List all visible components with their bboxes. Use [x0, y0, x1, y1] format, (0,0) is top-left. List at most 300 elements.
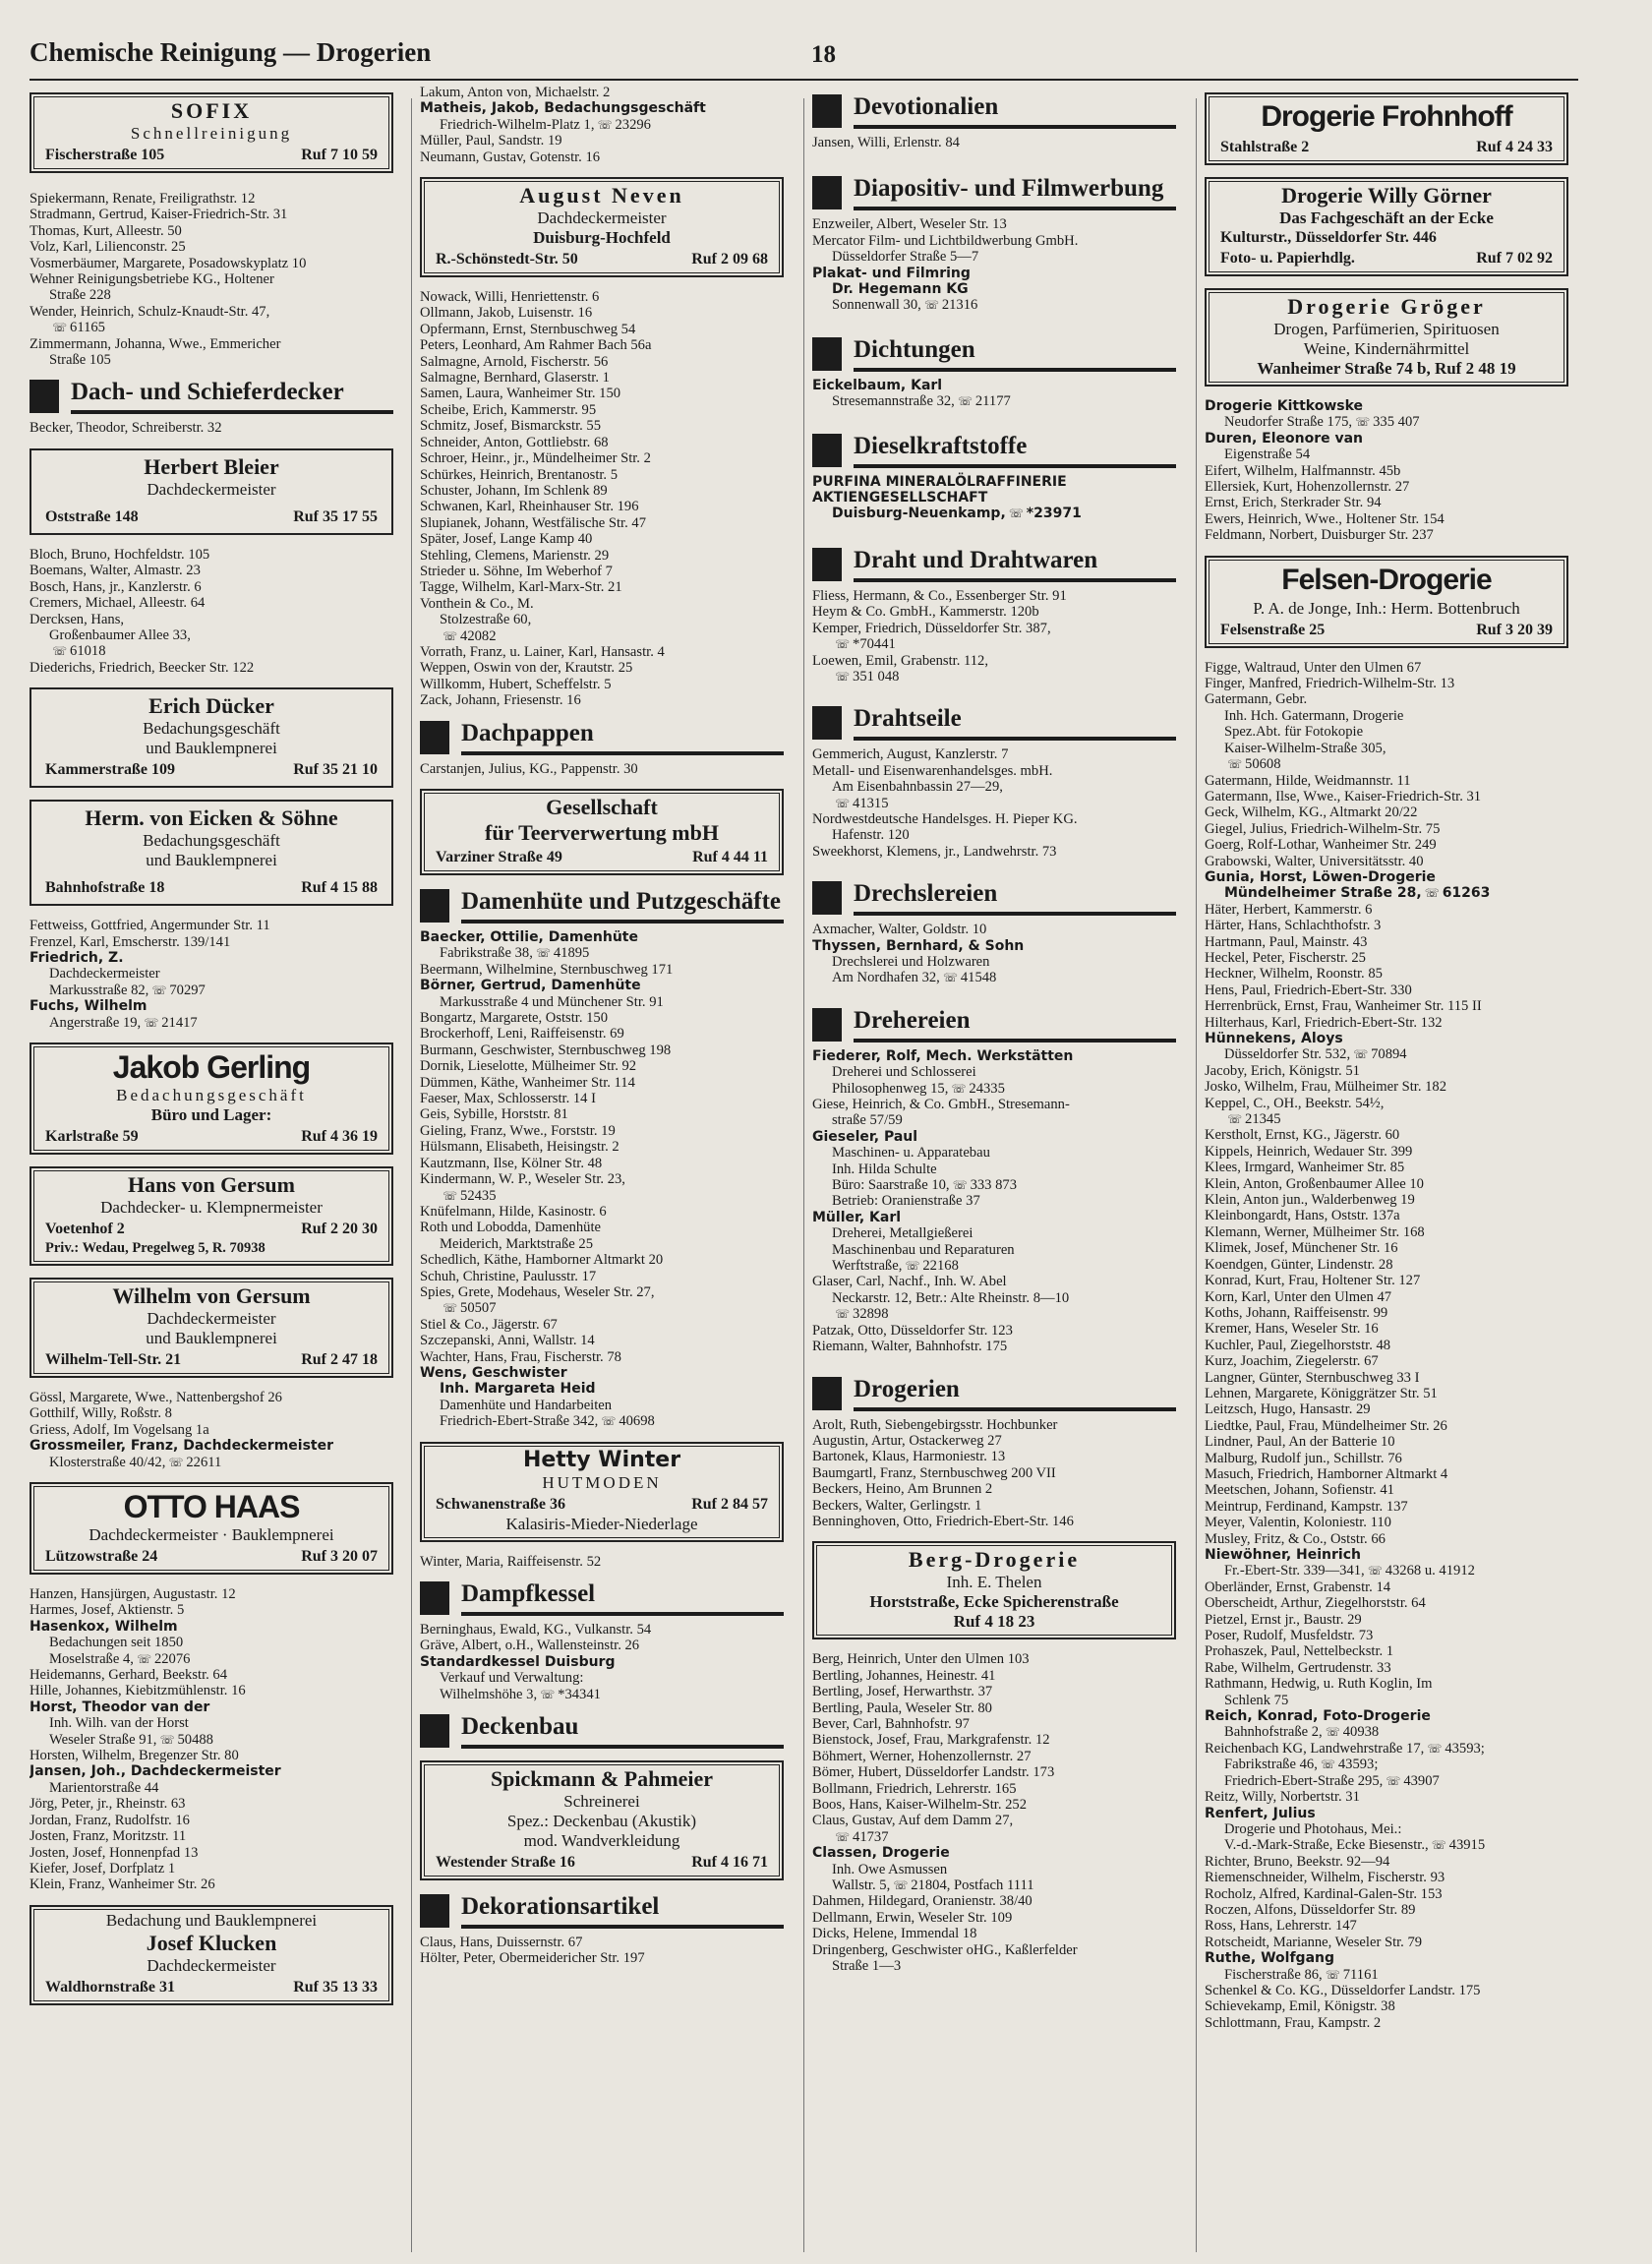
listing-text: Bahnhofstraße 2,: [1224, 1724, 1323, 1741]
listing-line: Slupianek, Johann, Westfälische Str. 47: [420, 514, 647, 531]
listing-line: Claus, Hans, Duissernstr. 67: [420, 1935, 583, 1951]
listing-line: Hölter, Peter, Obermeidericher Str. 197: [420, 1950, 645, 1967]
listing-line: Spies, Grete, Modehaus, Weseler Str. 27,: [420, 1283, 655, 1300]
listing-line: Stradmann, Gertrud, Kaiser-Friedrich-Str. 31: [30, 207, 288, 223]
listing-group: [812, 1417, 1176, 1530]
listing-line: Hanzen, Hansjürgen, Augustastr. 12: [30, 1586, 236, 1602]
ad-name: OTTO HAAS: [123, 1489, 300, 1524]
ad-phone: Ruf 4 24 33: [1476, 139, 1553, 155]
listing-line: Beermann, Wilhelmine, Sternbuschweg 171: [420, 961, 674, 978]
ad-subtitle: mod. Wandverkleidung: [523, 1831, 680, 1851]
ad-wilhelm-gersum: [30, 1278, 393, 1378]
listing-line: Gössl, Margarete, Wwe., Nattenbergshof 26: [30, 1389, 282, 1405]
listing-line: Klein, Anton jun., Walderbenweg 19: [1205, 1192, 1415, 1209]
listing-line: Schenkel & Co. KG., Düsseldorfer Landstr. 175: [1205, 1982, 1481, 1998]
listing-bold: Matheis, Jakob, Bedachungsgeschäft: [420, 100, 706, 117]
listing-line: [1205, 1724, 1568, 1740]
listing-line: ☏ *70441: [835, 636, 896, 653]
listing-line: Boos, Hans, Kaiser-Wilhelm-Str. 252: [812, 1797, 1028, 1813]
listing-line: ☏ 32898: [835, 1306, 889, 1323]
listing-line: Schürkes, Heinrich, Brentanostr. 5: [420, 466, 619, 483]
listing-line: Berg, Heinrich, Unter den Ulmen 103: [812, 1651, 1030, 1668]
listing-line: Salmagne, Bernhard, Glaserstr. 1: [420, 370, 610, 387]
phone-icon: ☏: [1325, 1725, 1340, 1740]
listing-phone: 21316: [941, 297, 978, 314]
phone-icon: ☏: [835, 637, 851, 652]
listing-phone: 43907: [1403, 1772, 1440, 1789]
listing-line: Ernst, Erich, Sterkrader Str. 94: [1205, 495, 1382, 511]
phone-icon: ☏: [136, 1651, 151, 1666]
listing-phone: 23296: [615, 116, 651, 133]
listing-line: Horsten, Wilhelm, Bregenzer Str. 80: [30, 1748, 239, 1764]
section-heading: [812, 174, 1176, 210]
listing-line: Kerstholt, Ernst, KG., Jägerstr. 60: [1205, 1127, 1400, 1144]
listing-group: [1205, 1063, 1568, 1547]
ad-phone: Ruf 3 20 39: [1476, 621, 1553, 638]
listing-line: Konrad, Kurt, Frau, Holtener Str. 127: [1205, 1273, 1421, 1289]
listing-line: Lakum, Anton von, Michaelstr. 2: [420, 85, 611, 100]
listing-line: Rathmann, Hedwig, u. Ruth Koglin, Im: [1205, 1676, 1433, 1693]
ad-name: August Neven: [519, 183, 684, 209]
ad-name: Spickmann & Pahmeier: [490, 1766, 714, 1792]
listing-line: [812, 297, 1176, 313]
phone-icon: ☏: [151, 983, 167, 997]
listing-line: Riemann, Walter, Bahnhofstr. 175: [812, 1339, 1008, 1355]
listing-phone: 70297: [169, 982, 206, 998]
listing-line: [1205, 1967, 1568, 1983]
listing-line: Dachdeckermeister: [49, 966, 160, 983]
ad-phone: Ruf 4 44 11: [692, 849, 768, 865]
listing-line: Feldmann, Norbert, Duisburger Str. 237: [1205, 527, 1434, 544]
section-heading: [812, 92, 1176, 129]
listing-bold: Jansen, Joh., Dachdeckermeister: [30, 1763, 281, 1780]
listing-line: Herrenbrück, Ernst, Frau, Wanheimer Str. 115 II: [1205, 998, 1482, 1015]
listing-line: Inh. Wilh. van der Horst: [49, 1715, 189, 1732]
phone-icon: ☏: [835, 669, 851, 684]
listing-bold: Gieseler, Paul: [812, 1128, 918, 1145]
ad-phone: Ruf 2 09 68: [691, 251, 768, 268]
listing-line: Axmacher, Walter, Goldstr. 10: [812, 922, 987, 938]
listing-group: [812, 1097, 1176, 1129]
listing-group: [30, 420, 393, 436]
listing-line: Giegel, Julius, Friedrich-Wilhelm-Str. 75: [1205, 820, 1441, 837]
ad-address: Horststraße, Ecke Spicherenstraße: [869, 1592, 1119, 1612]
ad-subtitle: Schreinerei: [563, 1792, 640, 1812]
ad-name: Drogerie Willy Görner: [1281, 183, 1492, 208]
listing-line: Bartonek, Klaus, Harmoniestr. 13: [812, 1449, 1006, 1465]
listing-line: Meiderich, Marktstraße 25: [440, 1235, 594, 1252]
ad-felsen-drogerie: [1205, 556, 1568, 648]
listing-line: Scheibe, Erich, Kammerstr. 95: [420, 401, 597, 418]
listing-line: Bertling, Johannes, Heinestr. 41: [812, 1667, 996, 1684]
ad-neven: [420, 177, 784, 277]
listing-line: Bongartz, Margarete, Oststr. 150: [420, 1010, 609, 1027]
ad-subtitle: P. A. de Jonge, Inh.: Herm. Bottenbruch: [1253, 598, 1520, 618]
section-title: Dekorationsartikel: [461, 1893, 660, 1921]
ad-phone: Ruf 4 15 88: [301, 879, 378, 897]
listing-group: [420, 1935, 784, 1967]
section-title: Devotionalien: [854, 93, 999, 120]
listing-phone: 43593;: [1337, 1757, 1379, 1773]
listing-line: [420, 945, 784, 961]
listing-line: Knüfelmann, Hilde, Kasinostr. 6: [420, 1203, 607, 1220]
listing-line: Figge, Waltraud, Unter den Ulmen 67: [1205, 659, 1422, 676]
listing-line: Am Eisenbahnbassin 27—29,: [832, 779, 1003, 796]
ad-phone: Ruf 35 17 55: [293, 507, 378, 525]
page-number: 18: [811, 41, 836, 68]
listing-group: [812, 746, 1176, 860]
listing-line: Bömer, Hubert, Düsseldorfer Landstr. 173: [812, 1764, 1055, 1781]
phone-icon: ☏: [1325, 1967, 1340, 1982]
phone-icon: ☏: [951, 1081, 967, 1096]
listing-line: Kaiser-Wilhelm-Straße 305,: [1224, 740, 1386, 756]
listing-text: Reichenbach KG, Landwehrstraße 17,: [1205, 1740, 1425, 1757]
ad-name: Berg-Drogerie: [908, 1547, 1081, 1573]
section-title: Dachpappen: [461, 719, 594, 746]
listing-bold: Hasenkox, Wilhelm: [30, 1618, 178, 1635]
listing-line: Wender, Heinrich, Schulz-Knaudt-Str. 47,: [30, 303, 270, 320]
listing-line: Ross, Hans, Lehrerstr. 147: [1205, 1918, 1357, 1935]
listing-line: Josko, Wilhelm, Frau, Mülheimer Str. 182: [1205, 1079, 1447, 1096]
listing-line: Riemenschneider, Wilhelm, Fischerstr. 93: [1205, 1870, 1446, 1886]
ad-address: Varziner Straße 49: [436, 849, 562, 865]
listing-line: Tagge, Wilhelm, Karl-Marx-Str. 21: [420, 579, 622, 596]
phone-icon: ☏: [540, 1687, 556, 1701]
listing-line: Neumann, Gustav, Gotenstr. 16: [420, 149, 601, 165]
listing-line: Hens, Paul, Friedrich-Ebert-Str. 330: [1205, 982, 1412, 998]
listing-text: Moselstraße 4,: [49, 1650, 134, 1667]
listing-line: Geis, Sybille, Horststr. 81: [420, 1106, 568, 1123]
listing-line: Cremers, Michael, Alleestr. 64: [30, 595, 206, 612]
listing-line: Stiel & Co., Jägerstr. 67: [420, 1316, 558, 1333]
listing-line: Markusstraße 4 und Münchener Str. 91: [440, 993, 664, 1010]
listing-bold: AKTIENGESELLSCHAFT: [812, 490, 988, 506]
listing-line: Sweekhorst, Klemens, jr., Landwehrstr. 73: [812, 843, 1057, 860]
phone-icon: ☏: [144, 1015, 159, 1030]
listing-text: V.-d.-Mark-Straße, Ecke Biesenstr.,: [1224, 1837, 1429, 1854]
ad-subtitle: Bedachungsgeschäft: [143, 719, 280, 739]
listing-line: Zimmermann, Johanna, Wwe., Emmericher: [30, 335, 281, 352]
listing-line: Inh. Owe Asmussen: [832, 1861, 948, 1877]
listing-text: Klosterstraße 40/42,: [49, 1454, 166, 1470]
listing-line: Klimek, Josef, Münchener Str. 16: [1205, 1240, 1398, 1257]
listing-bold: Niewöhner, Heinrich: [1205, 1547, 1361, 1563]
listing-line: Koths, Johann, Raiffeisenstr. 99: [1205, 1304, 1388, 1321]
listing-line: Josten, Franz, Moritzstr. 11: [30, 1828, 187, 1845]
listing-group: [1205, 902, 1568, 1031]
listing-line: [30, 1651, 393, 1667]
listing-line: Oberscheidt, Arthur, Ziegelhorststr. 64: [1205, 1595, 1426, 1612]
page-header: [30, 35, 1578, 81]
listing-line: Dreherei, Metallgießerei: [832, 1225, 974, 1242]
listing-line: Straße 228: [49, 287, 111, 304]
listing-line: [812, 1177, 1176, 1193]
listing-line: ☏ 41315: [835, 795, 889, 811]
section-heading: [30, 378, 393, 414]
section-heading: [420, 1892, 784, 1929]
listing-line: Bienstock, Josef, Frau, Markgrafenstr. 12: [812, 1732, 1050, 1749]
listing-group: [30, 1390, 393, 1438]
listing-group: [1205, 1789, 1568, 1805]
listing-line: Ellersiek, Kurt, Hohenzollernstr. 27: [1205, 479, 1410, 496]
listing-line: ☏ 61165: [52, 320, 105, 336]
listing-bold: Thyssen, Bernhard, & Sohn: [812, 937, 1025, 954]
listing-line: [30, 1015, 393, 1031]
ad-phone: Ruf 2 47 18: [301, 1350, 378, 1368]
section-heading: [812, 546, 1176, 582]
listing-line: Berninghaus, Ewald, KG., Vulkanstr. 54: [420, 1622, 652, 1638]
ad-name: Erich Dücker: [148, 693, 274, 719]
listing-group: [812, 922, 1176, 937]
listing-line: Josten, Josef, Honnenpfad 13: [30, 1844, 199, 1861]
page-title: Chemische Reinigung — Drogerien: [30, 37, 432, 67]
listing-line: Benninghoven, Otto, Friedrich-Ebert-Str. 146: [812, 1513, 1074, 1529]
listing-text: Philosophenweg 15,: [832, 1080, 949, 1097]
listing-line: Leitzsch, Hugo, Hansastr. 29: [1205, 1401, 1371, 1418]
ad-phone: Ruf 4 18 23: [953, 1612, 1035, 1632]
listing-line: Klees, Irmgard, Wanheimer Str. 85: [1205, 1160, 1405, 1176]
listing-line: Schedlich, Käthe, Hamborner Altmarkt 20: [420, 1252, 664, 1269]
listing-line: Vonthein & Co., M.: [420, 595, 534, 612]
listing-line: Poser, Rudolf, Musfeldstr. 73: [1205, 1628, 1374, 1644]
listing-line: Eifert, Wilhelm, Halfmannstr. 45b: [1205, 462, 1401, 479]
ad-spickmann: [420, 1760, 784, 1880]
listing-text: Friedrich-Wilhelm-Platz 1,: [440, 116, 595, 133]
ad-sofix: [30, 92, 393, 173]
ad-address: Fischerstraße 105: [45, 147, 165, 163]
section-heading: [812, 1006, 1176, 1043]
listing-line: Kuchler, Paul, Ziegelhorststr. 48: [1205, 1337, 1391, 1353]
ad-goerner: [1205, 177, 1568, 276]
ad-duecker: [30, 687, 393, 788]
listing-line: Jordan, Franz, Rudolfstr. 16: [30, 1812, 190, 1828]
listing-group: [1205, 1579, 1568, 1708]
listing-line: Dümmen, Käthe, Wanheimer Str. 114: [420, 1074, 635, 1091]
listing-line: Nowack, Willi, Henriettenstr. 6: [420, 289, 600, 306]
listing-bold: Friedrich, Z.: [30, 949, 124, 966]
section-title: Dieselkraftstoffe: [854, 432, 1028, 459]
listing-group: [812, 135, 1176, 150]
listing-line: Grabowski, Walter, Universitätsstr. 40: [1205, 853, 1424, 869]
listing-line: Schlottmann, Frau, Kampstr. 2: [1205, 2014, 1382, 2031]
listing-line: Heckner, Wilhelm, Roonstr. 85: [1205, 966, 1383, 983]
listing-phone: 22611: [186, 1454, 222, 1470]
phone-icon: ☏: [168, 1455, 184, 1469]
phone-icon: ☏: [835, 796, 851, 810]
ad-phone: Ruf 3 20 07: [301, 1548, 378, 1565]
listing-line: Schievekamp, Emil, Königstr. 38: [1205, 1998, 1395, 2015]
listing-bold: Standardkessel Duisburg: [420, 1653, 616, 1670]
listing-line: Spiekermann, Renate, Freiligrathstr. 12: [30, 191, 256, 207]
listing-line: Hille, Johannes, Kiebitzmühlenstr. 16: [30, 1683, 246, 1699]
ad-phone: Ruf 35 13 33: [293, 1978, 378, 1996]
listing-group: [30, 547, 393, 676]
ad-subtitle: Das Fachgeschäft an der Ecke: [1279, 209, 1494, 227]
ad-name: Drogerie Frohnhoff: [1261, 100, 1512, 133]
listing-line: Schuster, Johann, Im Schlenk 89: [420, 482, 608, 499]
ad-subtitle: und Bauklempnerei: [146, 739, 277, 758]
section-title: Diapositiv- und Filmwerbung: [854, 175, 1164, 203]
listing-line: Schneider, Anton, Gottliebstr. 68: [420, 434, 609, 450]
ad-name: Felsen-Drogerie: [1281, 563, 1492, 596]
phone-icon: ☏: [597, 117, 613, 132]
phone-icon: ☏: [535, 946, 551, 961]
listing-group: [30, 191, 393, 368]
listing-phone: *23971: [1026, 506, 1082, 522]
listing-phone: 21804, Postfach 1111: [911, 1877, 1034, 1894]
listing-group: [420, 1010, 784, 1365]
listing-line: Maschinenbau und Reparaturen: [832, 1241, 1015, 1258]
ad-hans-gersum: [30, 1166, 393, 1266]
listing-line: Drogerie und Photohaus, Mei.:: [1224, 1820, 1402, 1837]
listing-line: Hülsmann, Elisabeth, Heisingstr. 2: [420, 1139, 620, 1156]
listing-line: Schwanen, Karl, Rheinhauser Str. 196: [420, 499, 639, 515]
listing-bold: Renfert, Julius: [1205, 1805, 1316, 1821]
ad-subtitle: Duisburg-Hochfeld: [533, 228, 671, 248]
ad-name: Josef Klucken: [146, 1930, 277, 1955]
phone-icon: ☏: [601, 1414, 617, 1429]
listing-line: Thomas, Kurt, Alleestr. 50: [30, 222, 182, 239]
ad-address: Schwanenstraße 36: [436, 1495, 566, 1513]
listing-group: [420, 1554, 784, 1570]
listing-bold: Grossmeiler, Franz, Dachdeckermeister: [30, 1438, 334, 1455]
listing-line: Bloch, Bruno, Hochfeldstr. 105: [30, 546, 210, 563]
listing-group: [420, 761, 784, 777]
listing-line: [420, 1687, 784, 1702]
listing-phone: 22168: [922, 1258, 959, 1275]
listing-line: Bollmann, Friedrich, Lehrerstr. 165: [812, 1780, 1017, 1797]
section-title: Drogerien: [854, 1375, 960, 1402]
listing-line: Roth und Lobodda, Damenhüte: [420, 1220, 602, 1236]
phone-icon: ☏: [52, 644, 68, 659]
listing-line: Meyer, Valentin, Koloniestr. 110: [1205, 1515, 1391, 1531]
listing-line: Gemmerich, August, Kanzlerstr. 7: [812, 746, 1009, 763]
phone-icon: ☏: [942, 971, 958, 985]
listing-line: Liedtke, Paul, Frau, Mündelheimer Str. 26: [1205, 1417, 1447, 1434]
listing-text: Stresemannstraße 32,: [832, 393, 955, 410]
ad-phone: Ruf 2 20 30: [301, 1220, 378, 1237]
phone-icon: ☏: [1427, 1741, 1443, 1756]
listing-text: Mündelheimer Straße 28,: [1224, 885, 1422, 902]
listing-bold: Inh. Margareta Heid: [440, 1381, 596, 1398]
listing-line: Schmitz, Josef, Bismarckstr. 55: [420, 418, 602, 435]
listing-line: Hafenstr. 120: [832, 827, 910, 844]
phone-icon: ☏: [893, 1878, 909, 1893]
listing-line: Weppen, Oswin von der, Krautstr. 25: [420, 660, 633, 677]
listing-line: Kippels, Heinrich, Wedauer Str. 399: [1205, 1143, 1413, 1160]
listing-line: Großenbaumer Allee 33,: [49, 626, 191, 643]
section-heading: [812, 1375, 1176, 1411]
listing-line: Kurz, Joachim, Ziegelerstr. 67: [1205, 1353, 1379, 1370]
listing-line: Glaser, Carl, Nachf., Inh. W. Abel: [812, 1274, 1007, 1290]
listing-group: [812, 1893, 1176, 1974]
ad-name: Herbert Bleier: [144, 453, 279, 479]
listing-bold: Horst, Theodor van der: [30, 1698, 210, 1715]
listing-line: Musley, Fritz, & Co., Oststr. 66: [1205, 1530, 1386, 1547]
ad-subtitle: Dachdeckermeister: [147, 1308, 276, 1328]
ad-phone: Ruf 7 10 59: [301, 147, 378, 163]
ad-name: für Teerverwertung mbH: [485, 820, 719, 845]
phone-icon: ☏: [835, 1307, 851, 1322]
listing-line: Inh. Hilda Schulte: [832, 1161, 937, 1177]
listing-line: Verkauf und Verwaltung:: [440, 1670, 584, 1687]
listing-line: ☏ 351 048: [835, 668, 900, 685]
listing-line: [1205, 1563, 1568, 1579]
listing-bold: Eickelbaum, Karl: [812, 377, 943, 393]
listing-line: Lindner, Paul, An der Batterie 10: [1205, 1434, 1395, 1451]
ad-klucken: [30, 1905, 393, 2005]
section-title: Dichtungen: [854, 335, 975, 363]
listing-line: Ollmann, Jakob, Luisenstr. 16: [420, 305, 593, 322]
listing-line: Enzweiler, Albert, Weseler Str. 13: [812, 216, 1007, 233]
listing-line: ☏ 52435: [442, 1187, 497, 1204]
listing-line: ☏ 50507: [442, 1300, 497, 1317]
listing-line: Richter, Bruno, Beekstr. 92—94: [1205, 1853, 1390, 1870]
listing-line: Brockerhoff, Leni, Raiffeisenstr. 69: [420, 1026, 624, 1043]
listing-line: Schroer, Heinr., jr., Mündelheimer Str. 2: [420, 450, 651, 467]
listing-line: Straße 1—3: [832, 1958, 902, 1975]
ad-subtitle: und Bauklempnerei: [146, 851, 277, 870]
listing-line: Pietzel, Ernst jr., Baustr. 29: [1205, 1611, 1362, 1628]
listing-text: Am Nordhafen 32,: [832, 970, 940, 986]
listing-line: Griess, Adolf, Im Vogelsang 1a: [30, 1421, 209, 1438]
listing-group: [812, 588, 1176, 685]
listing-line: [30, 983, 393, 998]
ad-frohnhoff: [1205, 92, 1568, 165]
listing-line: Korn, Karl, Unter den Ulmen 47: [1205, 1288, 1392, 1305]
listing-line: Gotthilf, Willy, Roßstr. 8: [30, 1405, 172, 1422]
listing-line: Gatermann, Gebr.: [1205, 691, 1308, 708]
listing-line: Dringenberg, Geschwister oHG., Kaßlerfelder: [812, 1941, 1078, 1958]
listing-text: Fr.-Ebert-Str. 339—341,: [1224, 1563, 1365, 1579]
listing-line: Düsseldorfer Straße 5—7: [832, 249, 979, 266]
listing-line: [420, 117, 784, 133]
listing-line: Fliess, Hermann, & Co., Essenberger Str. 91: [812, 587, 1067, 604]
ad-name: Hetty Winter: [522, 1447, 681, 1472]
listing-line: [1205, 414, 1568, 430]
listing-line: Keppel, C., OH., Beekstr. 54½,: [1205, 1095, 1385, 1111]
ad-subtitle: und Bauklempnerei: [146, 1328, 277, 1347]
listing-line: Jörg, Peter, jr., Rheinstr. 63: [30, 1796, 186, 1813]
listing-text: Weseler Straße 91,: [49, 1731, 157, 1748]
listing-line: Betrieb: Oranienstraße 37: [832, 1193, 980, 1210]
listing-line: Gatermann, Ilse, Wwe., Kaiser-Friedrich-Str. 31: [1205, 788, 1482, 804]
section-title: Dampfkessel: [461, 1580, 596, 1607]
listing-line: Koendgen, Günter, Lindenstr. 28: [1205, 1256, 1393, 1273]
ad-subtitle: Drogen, Parfümerien, Spirituosen: [1273, 320, 1500, 338]
listing-group: [420, 962, 784, 978]
listing-line: ☏ 41737: [835, 1828, 889, 1845]
listing-bold: Gunia, Horst, Löwen-Drogerie: [1205, 868, 1436, 885]
listing-line: Gatermann, Hilde, Weidmannstr. 11: [1205, 772, 1411, 789]
listing-bold: Dr. Hegemann KG: [832, 281, 969, 298]
listing-line: [1205, 1741, 1568, 1757]
listing-line: Spez.Abt. für Fotokopie: [1224, 724, 1364, 741]
listing-text: Friedrich-Ebert-Straße 342,: [440, 1413, 599, 1430]
ad-winter: [420, 1442, 784, 1542]
ad-address: Wilhelm-Tell-Str. 21: [45, 1350, 182, 1368]
ad-subtitle: Dachdeckermeister · Bauklempnerei: [88, 1525, 334, 1544]
listing-group: [420, 289, 784, 709]
listing-group: [30, 918, 393, 950]
listing-line: Bever, Carl, Bahnhofstr. 97: [812, 1715, 970, 1732]
listing-text: Fischerstraße 86,: [1224, 1966, 1323, 1983]
listing-line: Kleinbongardt, Hans, Oststr. 137a: [1205, 1208, 1400, 1224]
listing-line: Fettweiss, Gottfried, Angermunder Str. 11: [30, 918, 270, 934]
listing-phone: 21417: [161, 1014, 198, 1031]
listing-group: [812, 1274, 1176, 1354]
listing-line: ☏ 42082: [442, 627, 497, 644]
